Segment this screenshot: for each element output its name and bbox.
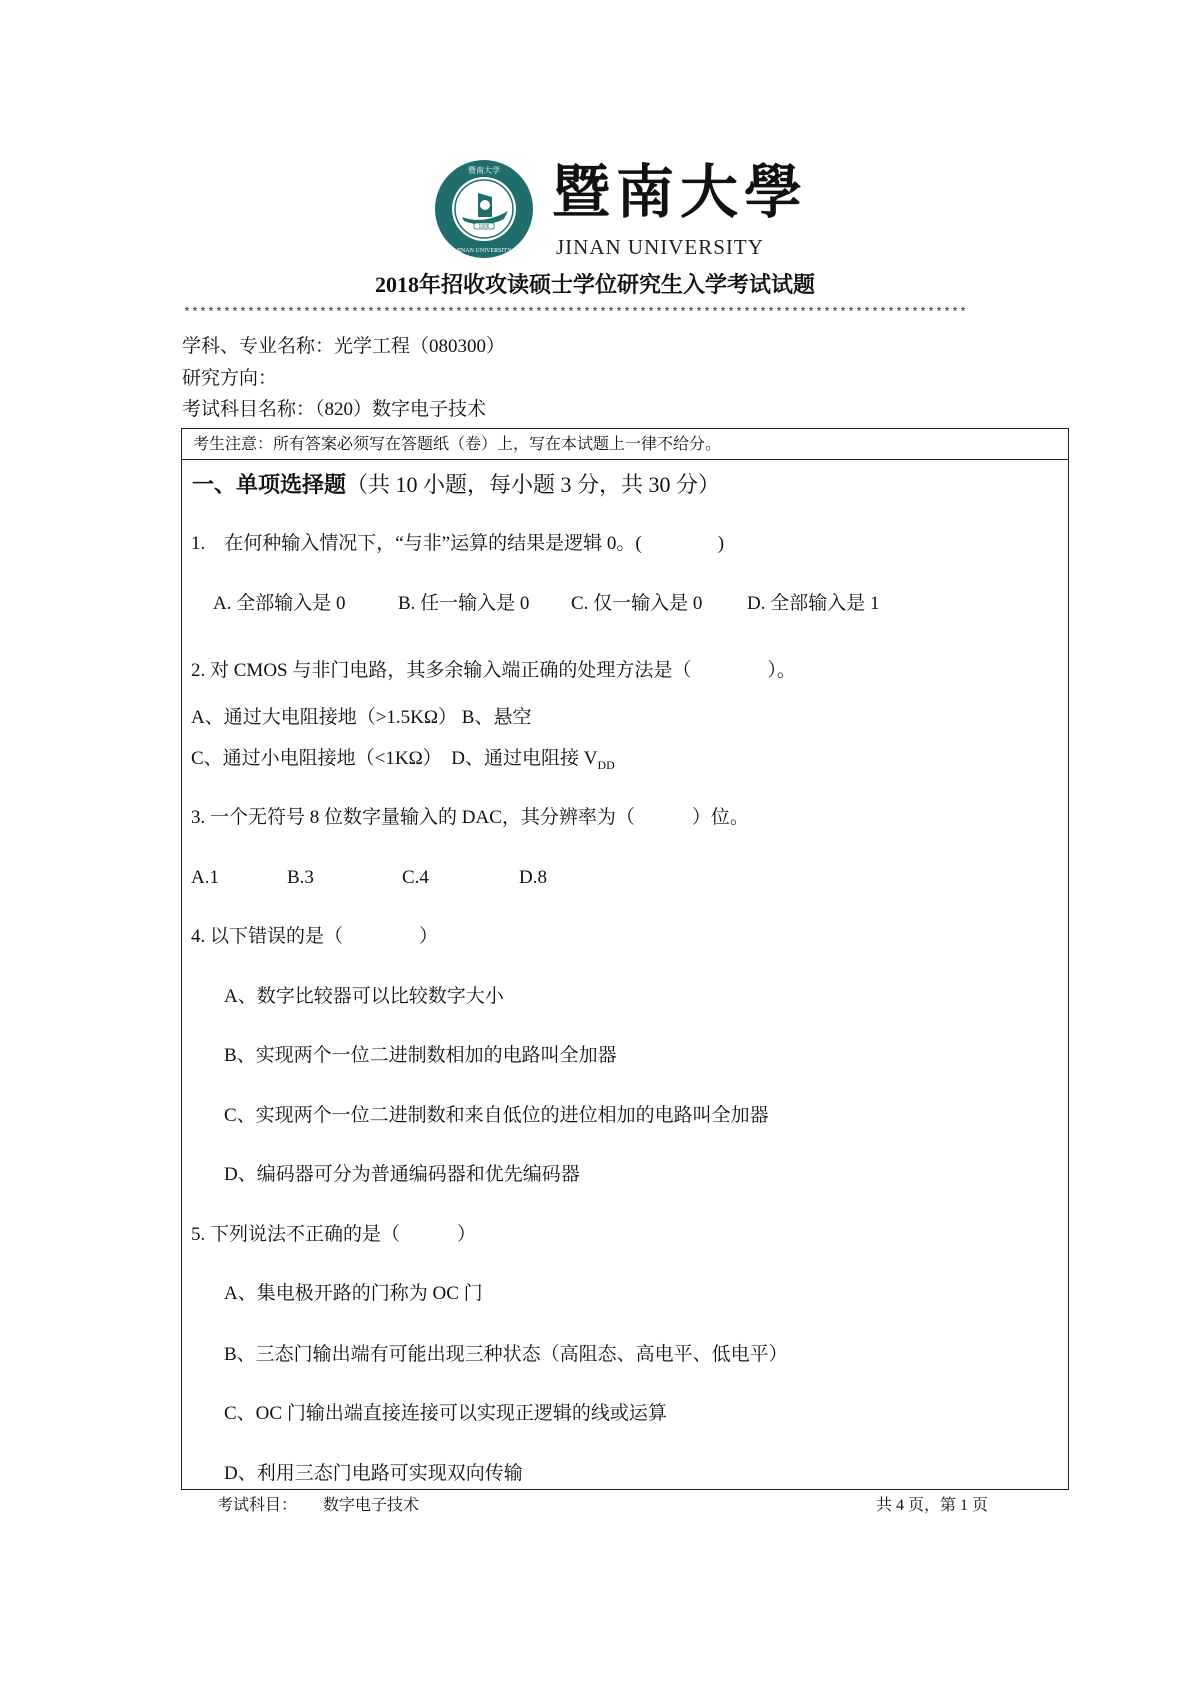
question-5: 5. 下列说法不正确的是（ ） [191, 1224, 477, 1245]
footer-page-count: 共 4 页，第 1 页 [876, 1497, 989, 1514]
q1-option-c: C. 仅一输入是 0 [571, 593, 703, 614]
q4-option-c: C、实现两个一位二进制数和来自低位的进位相加的电路叫全加器 [224, 1105, 769, 1126]
question-2: 2. 对 CMOS 与非门电路，其多余输入端正确的处理方法是（ ）。 [191, 660, 796, 681]
question-box [181, 428, 1069, 1490]
q2-options-cd-text: C、通过小电阻接地（<1KΩ） D、通过电阻接 V [191, 748, 598, 769]
university-name-cn: 暨南大學 [552, 158, 809, 226]
q4-option-b: B、实现两个一位二进制数相加的电路叫全加器 [224, 1045, 617, 1066]
q4-option-d: D、编码器可分为普通编码器和优先编码器 [224, 1164, 580, 1185]
q5-option-c: C、OC 门输出端直接连接可以实现正逻辑的线或运算 [224, 1403, 667, 1424]
exam-title: 2018年招收攻读硕士学位研究生入学考试试题 [374, 272, 815, 297]
seal-year: 1906 [478, 224, 490, 230]
q2-options-ab: A、通过大电阻接地（>1.5KΩ） B、悬空 [191, 707, 532, 728]
section-detail: （共 10 小题，每小题 3 分，共 30 分） [346, 472, 721, 497]
q1-option-d: D. 全部输入是 1 [747, 593, 880, 614]
research-direction: 研究方向： [182, 368, 278, 389]
q5-option-b: B、三态门输出端有可能出现三种状态（高阻态、高电平、低电平） [224, 1344, 788, 1365]
q2-options-cd [191, 748, 615, 770]
q3-option-d: D.8 [519, 867, 547, 888]
question-3: 3. 一个无符号 8 位数字量输入的 DAC，其分辨率为（ ）位。 [191, 807, 749, 828]
q3-option-b: B.3 [287, 867, 314, 888]
star-divider: ************************************************************************************************** [183, 306, 968, 320]
question-4: 4. 以下错误的是（ ） [191, 926, 439, 947]
vdd-subscript: DD [597, 757, 615, 772]
q1-option-a: A. 全部输入是 0 [213, 593, 346, 614]
university-seal-logo [434, 159, 534, 259]
seal-en: JINAN UNIVERSITY [456, 248, 512, 254]
footer-subject-label: 考试科目： [217, 1497, 298, 1514]
notice: 考生注意：所有答案必须写在答题纸（卷）上，写在本试题上一律不给分。 [193, 436, 722, 453]
section-title: 一、单项选择题 [192, 472, 347, 497]
q4-option-a: A、数字比较器可以比较数字大小 [224, 986, 504, 1007]
question-1: 1. 在何种输入情况下，“与非”运算的结果是逻辑 0。( ) [191, 533, 725, 554]
q3-option-a: A.1 [191, 867, 219, 888]
seal-text: 暨南大学 [468, 166, 500, 175]
q5-option-d: D、利用三态门电路可实现双向传输 [224, 1463, 523, 1484]
section-heading [192, 472, 720, 498]
footer-subject: 数字电子技术 [323, 1497, 420, 1514]
q1-option-b: B. 任一输入是 0 [398, 593, 530, 614]
q5-option-a: A、集电极开路的门称为 OC 门 [224, 1283, 483, 1304]
university-name-en: JINAN UNIVERSITY [556, 235, 764, 259]
q3-option-c: C.4 [402, 867, 429, 888]
notice-divider [181, 459, 1069, 460]
major-info: 学科、专业名称：光学工程（080300） [182, 336, 506, 357]
subject-info: 考试科目名称：（820）数字电子技术 [182, 399, 487, 420]
